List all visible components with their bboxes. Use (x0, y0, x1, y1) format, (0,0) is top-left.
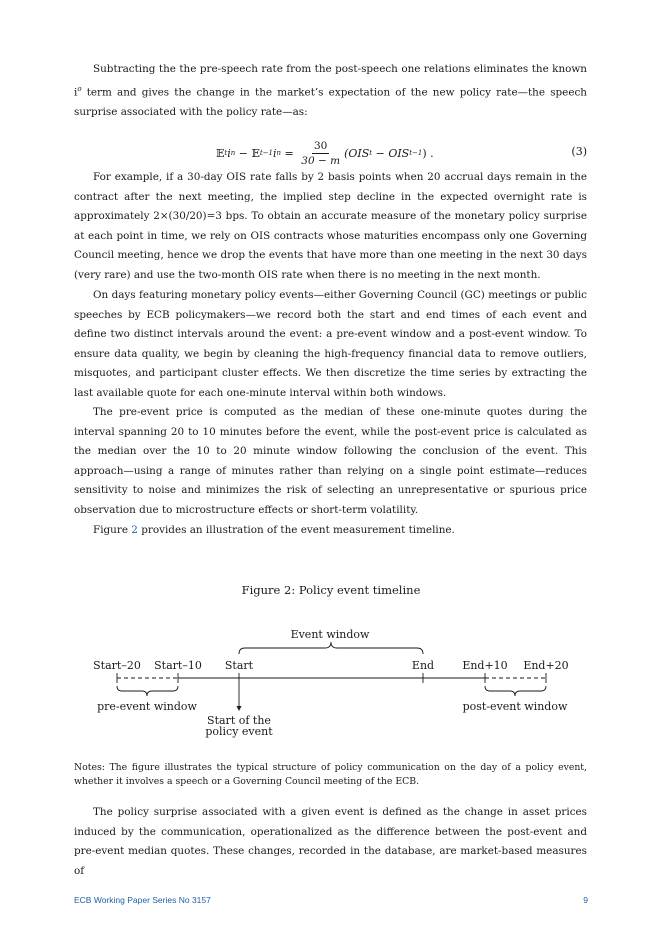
event-window-brace (239, 642, 423, 654)
eq-ois-sub-t: t (369, 149, 373, 157)
eq-expectation-t-1: 𝔼 (251, 146, 260, 160)
tick-label-start: Start (224, 659, 254, 672)
eq-var-i-2: i (273, 146, 277, 160)
policy-event-timeline (0, 620, 662, 745)
footer-series: ECB Working Paper Series No 3157 (74, 895, 211, 905)
equation-number: (3) (571, 145, 587, 158)
post-event-window-label: post-event window (462, 700, 568, 713)
tick-label-end: End (411, 659, 435, 672)
tick-label-start-20: Start–20 (93, 659, 141, 672)
eq-ois-sub-t-1: t−1 (409, 149, 423, 157)
start-annotation-line-1: Start of the (207, 714, 271, 727)
eq-minus: − (235, 146, 252, 160)
start-arrow-head (237, 706, 242, 711)
eq-equals: = (281, 146, 298, 160)
paragraph-4: The pre-event price is computed as the median of these one-minute quotes during the interval spanning 20 to 10 minutes before the event, while the post-event price is calculated as the median over the 10 to 20 minute window following the conclusion of the event. This approach—using a range of minutes rather than relying on a single point estimate—reduces sensitivity to noise and minimizes the risk of selecting an unrepresentative or spurious price observation due to microstructure effects or short-term volatility. (74, 406, 587, 516)
eq-fraction (301, 140, 340, 167)
figure-title: Figure 2: Policy event timeline (241, 583, 421, 597)
paragraph-3: On days featuring monetary policy events—either Governing Council (GC) meetings or public speeches by ECB policymakers—we record both the start and end times of each event and define two distinct intervals around the event: a pre-event window and a post-event window. To ensure data quality, we begin by cleaning the high-frequency financial data to remove outliers, misquotes, and participant cluster effects. We then discretize the time series by extracting the last available quote for each one-minute interval within both windows. (74, 289, 587, 399)
paragraph-1-text: Subtracting the the pre-speech rate from the post-speech one relations eliminates the known i (74, 63, 587, 99)
eq-close: ) . (422, 146, 434, 160)
paragraph-5-post: provides an illustration of the event measurement timeline. (137, 524, 455, 536)
post-event-brace (485, 686, 546, 696)
equation-body (216, 136, 434, 170)
tick-label-start-10: Start–10 (154, 659, 202, 672)
paragraph-1-superscript: o (77, 84, 82, 93)
tick-label-end-10: End+10 (462, 659, 508, 672)
paragraph-1-rest: term and gives the change in the market’s expectation of the new policy rate—the speech surprise associated with the policy rate—as: (74, 86, 587, 118)
eq-sup-n-2: n (276, 149, 282, 157)
figure-notes: Notes: The figure illustrates the typical structure of policy communication on the day of a policy event, whether it involves a speech or a Governing Council meeting of the ECB. (74, 762, 587, 787)
eq-sub-t: t (224, 149, 228, 157)
equation-3 (74, 136, 587, 170)
tick-label-end-20: End+20 (523, 659, 569, 672)
eq-expectation-t: 𝔼 (216, 146, 225, 160)
pre-event-brace (117, 686, 178, 696)
paragraph-1 (74, 60, 587, 122)
eq-ois-t: (OIS (344, 146, 370, 160)
page-number: 9 (583, 895, 588, 905)
paragraph-6: The policy surprise associated with a given event is defined as the change in asset prices induced by the communication, operationalized as the difference between the post-event and pre-event median quotes. These changes, recorded in the database, are market-based measures of (74, 806, 587, 877)
eq-sub-t-1: t−1 (259, 149, 274, 157)
paragraph-5 (74, 521, 587, 541)
paragraph-5-pre: Figure (93, 524, 132, 536)
eq-sup-n: n (230, 149, 236, 157)
eq-ois-t-1: − OIS (372, 146, 410, 160)
eq-fraction-denominator: 30 − m (301, 154, 341, 167)
start-annotation-line-2: policy event (205, 725, 273, 738)
paragraph-2: For example, if a 30-day OIS rate falls by 2 basis points when 20 accrual days remain in the contract after the next meeting, the implied step decline in the expected overnight rate is approximately 2×(30/20)=3 bps. To obtain an accurate measure of the monetary policy surprise at each point in time, we rely on OIS contracts whose maturities encompass only one Governing Council meeting, hence we drop the events that have more than one meeting in the next 30 days (very rare) and use the two-month OIS rate when there is no meeting in the next month. (74, 171, 587, 281)
eq-var-i: i (227, 146, 231, 160)
figure-2-link[interactable]: 2 (131, 524, 138, 536)
event-window-label: Event window (290, 628, 370, 641)
pre-event-window-label: pre-event window (97, 700, 197, 713)
eq-fraction-numerator: 30 (313, 139, 328, 152)
